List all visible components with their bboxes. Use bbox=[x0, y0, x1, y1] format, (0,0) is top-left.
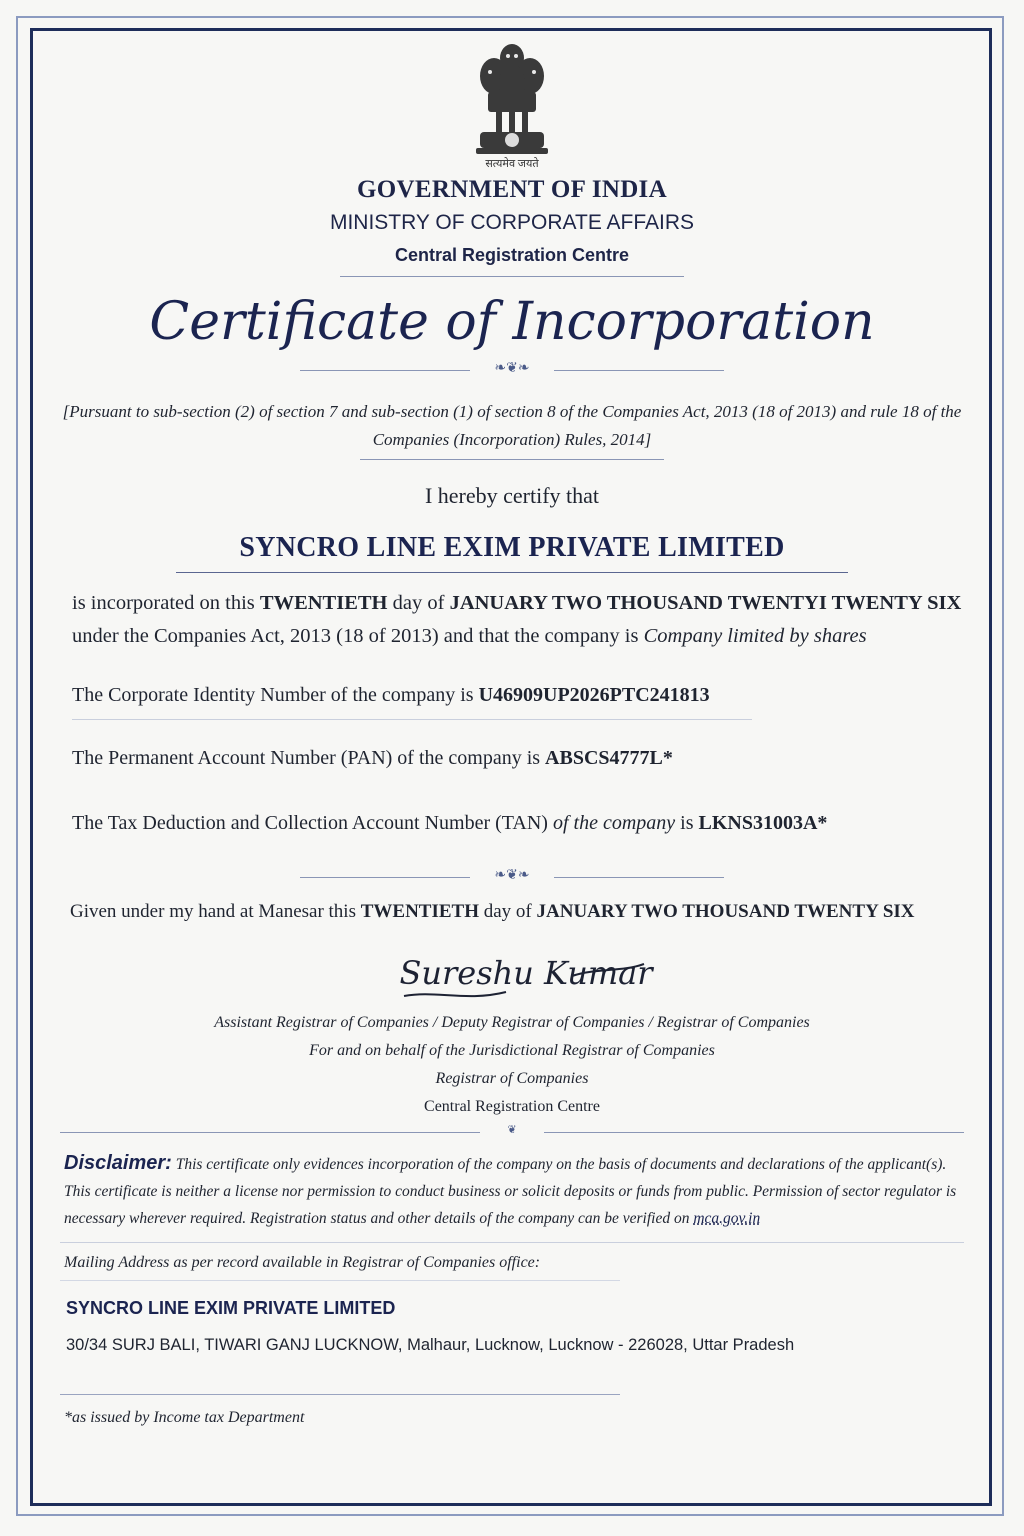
ministry-heading: MINISTRY OF CORPORATE AFFAIRS bbox=[329, 211, 695, 234]
signature-behalf: For and on behalf of the Jurisdictional Registrar of Companies bbox=[309, 1042, 715, 1059]
pan-line bbox=[72, 747, 673, 770]
pursuant-divider bbox=[360, 459, 664, 460]
ornament-icon: ❧❦❧ bbox=[494, 361, 530, 376]
company-name: SYNCRO LINE EXIM PRIVATE LIMITED bbox=[239, 532, 785, 563]
mca-link[interactable]: mca.gov.in bbox=[693, 1210, 761, 1227]
disclaimer-ornament-icon: ❦ bbox=[507, 1124, 517, 1136]
mailing-label-divider bbox=[60, 1280, 620, 1281]
incorporation-date: JANUARY TWO THOUSAND TWENTYI TWENTY SIX bbox=[449, 592, 962, 614]
mailing-label: Mailing Address as per record available in Registrar of Companies office: bbox=[64, 1254, 541, 1271]
signature-centre: Central Registration Centre bbox=[424, 1098, 600, 1115]
incorporation-act: under the Companies Act, 2013 (18 of 2013) and that the company is bbox=[72, 625, 639, 647]
certify-intro: I hereby certify that bbox=[424, 483, 600, 508]
cin-line bbox=[72, 684, 710, 707]
signature-registrar: Registrar of Companies bbox=[435, 1070, 589, 1087]
disclaimer-text: This certificate only evidences incorporation of the company on the basis of documents and declarations of the applicant(s). This certificate is neither a license nor permission to conduct business or solicit deposits or funds from public. Permission of sector regulator is necessary wherever required. Registration status and other details of the company can be verified on bbox=[64, 1156, 957, 1227]
company-underline bbox=[176, 572, 848, 573]
incorporation-day-of: day of bbox=[392, 592, 445, 614]
mid-divider-right bbox=[554, 877, 724, 878]
footnote-divider bbox=[60, 1394, 620, 1395]
incorporation-prefix: is incorporated on this bbox=[72, 592, 255, 614]
given-date: JANUARY TWO THOUSAND TWENTY SIX bbox=[536, 901, 915, 922]
tan-value: LKNS31003A* bbox=[698, 812, 828, 834]
given-line bbox=[70, 901, 915, 923]
cin-divider bbox=[72, 719, 752, 720]
disclaimer-label: Disclaimer: bbox=[64, 1152, 172, 1174]
header-divider bbox=[340, 276, 684, 277]
centre-heading: Central Registration Centre bbox=[394, 245, 630, 265]
given-day: TWENTIETH bbox=[360, 901, 479, 922]
certificate-title: Certificate of Incorporation bbox=[149, 292, 875, 352]
disclaimer-block bbox=[64, 1150, 974, 1232]
cin-value: U46909UP2026PTC241813 bbox=[478, 684, 710, 706]
signature-designation: Assistant Registrar of Companies / Deputy Registrar of Companies / Registrar of Companies bbox=[214, 1014, 810, 1031]
mailing-address: 30/34 SURJ BALI, TIWARI GANJ LUCKNOW, Malhaur, Lucknow, Lucknow - 226028, Uttar Pradesh bbox=[66, 1336, 795, 1354]
tan-label: The Tax Deduction and Collection Account Number (TAN) bbox=[72, 812, 548, 834]
pan-label: The Permanent Account Number (PAN) of the company is bbox=[72, 747, 541, 769]
tan-label-suffix: of the company bbox=[552, 812, 676, 834]
pan-value: ABSCS4777L* bbox=[545, 747, 673, 769]
signature-name: Sureshu Kumar bbox=[399, 954, 653, 992]
pursuant-text: [Pursuant to sub-section (2) of section 7 and sub-section (1) of section 8 of the Companies Act, 2013 (18 of 2013) and rule 18 of the Companies (Incorporation) Rules, 2014] bbox=[62, 402, 962, 449]
footnote: *as issued by Income tax Department bbox=[64, 1409, 305, 1426]
tan-is: is bbox=[680, 812, 694, 834]
given-day-of: day of bbox=[483, 901, 532, 922]
registrar-signature bbox=[396, 946, 656, 1006]
mailing-divider bbox=[60, 1242, 964, 1243]
government-heading: GOVERNMENT OF INDIA bbox=[357, 176, 667, 203]
company-type: Company limited by shares bbox=[643, 625, 867, 647]
mid-ornament-icon: ❧❦❧ bbox=[494, 868, 530, 883]
title-divider-right bbox=[554, 370, 724, 371]
disclaimer-divider-right bbox=[544, 1132, 964, 1133]
incorporation-day: TWENTIETH bbox=[259, 592, 388, 614]
given-prefix: Given under my hand at Manesar this bbox=[70, 901, 356, 922]
incorporation-line-1 bbox=[72, 592, 961, 615]
cin-label: The Corporate Identity Number of the company is bbox=[72, 684, 474, 706]
emblem-motto: सत्यमेव जयते bbox=[485, 158, 539, 170]
national-emblem-icon bbox=[466, 36, 558, 168]
incorporation-line-2 bbox=[72, 625, 867, 648]
tan-line bbox=[72, 812, 827, 835]
mailing-company: SYNCRO LINE EXIM PRIVATE LIMITED bbox=[66, 1298, 396, 1318]
